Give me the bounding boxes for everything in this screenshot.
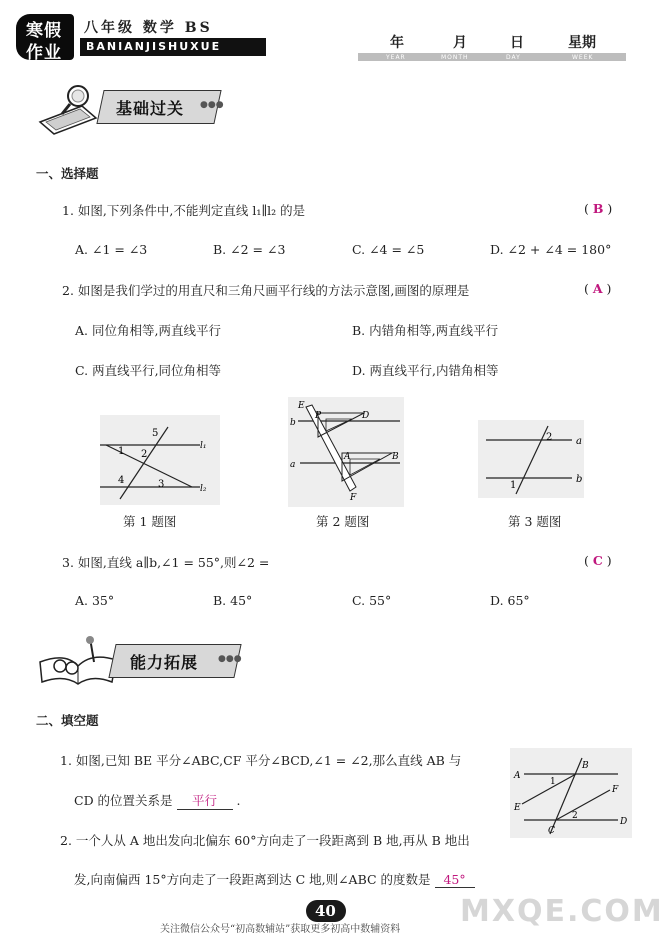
fill-q1-prefix: CD 的位置关系是: [74, 793, 173, 808]
people-icon: ●●●: [200, 100, 224, 110]
fig2-label-f: F: [350, 493, 357, 503]
fig1-label-2: 2: [141, 449, 148, 460]
figure-1: [100, 415, 220, 505]
date-year-label: 年: [390, 35, 404, 51]
fill-fig-label-2: 2: [572, 811, 578, 821]
fill-q2-answer: 45°: [435, 872, 475, 888]
q2-option-a: A. 同位角相等,两直线平行: [75, 323, 221, 338]
subject-title: 八年级 数学 BS: [84, 20, 213, 36]
q2-option-c: C. 两直线平行,同位角相等: [75, 363, 222, 378]
fig2-label-e: E: [298, 401, 305, 411]
q1-answer: B: [592, 201, 604, 216]
figure-2: [288, 397, 404, 507]
fig1-label-3: 3: [158, 479, 165, 490]
q3-option-a: A. 35°: [75, 593, 115, 608]
fill-q1-line2: [74, 791, 241, 810]
fill-fig-label-f: F: [612, 785, 619, 795]
fill-fig-label-c: C: [548, 826, 555, 836]
fill-q1-answer: 平行: [177, 791, 233, 810]
watermark: MXQE.COM: [460, 894, 664, 929]
section1-heading: 一、选择题: [36, 166, 99, 181]
section1-banner-title: 基础过关: [116, 99, 185, 118]
fig2-label-d: D: [362, 411, 370, 421]
fig1-label-4: 4: [118, 475, 125, 486]
fill-fig-label-1: 1: [550, 777, 556, 787]
tablet-magnifier-icon: [38, 82, 108, 136]
date-day-label: 日: [510, 35, 524, 51]
fig3-label-1: 1: [510, 480, 517, 491]
footer-notice: 关注微信公众号“初高数辅站”获取更多初高中数辅资料: [160, 924, 401, 935]
fig1-label-5: 5: [152, 428, 159, 439]
q1-option-d: D. ∠2 + ∠4 = 180°: [490, 242, 612, 257]
fill-q2-prefix: 发,向南偏西 15°方向走了一段距离到达 C 地,则∠ABC 的度数是: [74, 872, 431, 887]
people-icon: ●●●: [218, 654, 242, 664]
fill-q1-line1: 1. 如图,已知 BE 平分∠ABC,CF 平分∠BCD,∠1 = ∠2,那么直线 AB 与: [60, 753, 462, 768]
q3-option-c: C. 55°: [352, 593, 392, 608]
pinyin-text: BANIANJISHUXUE: [86, 40, 222, 53]
badge-line1: 寒假: [26, 21, 62, 41]
q3-answer-paren: ( C ): [584, 553, 612, 568]
header: [0, 0, 640, 64]
fill-q1-figure: [510, 748, 632, 838]
basics-illustration: [38, 82, 108, 136]
q1-option-c: C. ∠4 = ∠5: [352, 242, 425, 257]
q3-option-d: D. 65°: [490, 593, 530, 608]
q3-option-b: B. 45°: [213, 593, 253, 608]
figure-3: [478, 420, 584, 498]
q2-answer-paren: ( A ): [584, 281, 612, 296]
figure-1-caption: 第 1 题图: [123, 514, 177, 529]
q2-option-d: D. 两直线平行,内错角相等: [352, 363, 499, 378]
q1-stem: 1. 如图,下列条件中,不能判定直线 l₁∥l₂ 的是: [62, 203, 306, 218]
q1-option-a: A. ∠1 = ∠3: [75, 242, 148, 257]
date-year-sublabel: YEAR: [386, 54, 406, 61]
page-number: 40: [315, 902, 336, 920]
fig2-label-a-point: A: [344, 452, 351, 462]
q2-option-b: B. 内错角相等,两直线平行: [352, 323, 499, 338]
date-week-sublabel: WEEK: [572, 54, 594, 61]
fill-fig-label-d: D: [620, 817, 628, 827]
date-month-label: 月: [453, 35, 467, 51]
q3-answer: C: [592, 553, 603, 568]
fig1-label-1: 1: [118, 446, 125, 457]
q2-answer: A: [592, 281, 603, 296]
q1-option-b: B. ∠2 = ∠3: [213, 242, 286, 257]
fill-fig-label-b: B: [582, 761, 589, 771]
fill-fig-label-a: A: [514, 771, 521, 781]
q3-stem: 3. 如图,直线 a∥b,∠1 = 55°,则∠2 =: [62, 555, 270, 570]
fig1-label-l1: l₁: [200, 441, 207, 451]
section2-banner-title: 能力拓展: [130, 653, 199, 672]
figure-2-caption: 第 2 题图: [316, 514, 370, 529]
date-day-sublabel: DAY: [506, 54, 521, 61]
fig3-label-b: b: [576, 474, 583, 485]
fill-fig-label-e: E: [514, 803, 521, 813]
open-book-glasses-icon: [36, 632, 118, 688]
fig3-label-2: 2: [546, 432, 553, 443]
badge-line2: 作业: [26, 43, 62, 63]
q1-answer-paren: ( B ): [584, 201, 613, 216]
section2-heading: 二、填空题: [36, 713, 99, 728]
fig3-label-a: a: [576, 436, 582, 447]
q2-stem: 2. 如图是我们学过的用直尺和三角尺画平行线的方法示意图,画图的原理是: [62, 283, 470, 298]
fill-q2-line1: 2. 一个人从 A 地出发向北偏东 60°方向走了一段距离到 B 地,再从 B 地出: [60, 833, 470, 848]
fig1-label-l2: l₂: [200, 484, 207, 494]
date-week-label: 星期: [568, 35, 596, 51]
fig2-label-b: b: [290, 418, 296, 428]
date-month-sublabel: MONTH: [441, 54, 469, 61]
fig2-label-p: P: [315, 411, 322, 421]
fill-q1-suffix: .: [236, 793, 241, 808]
extension-illustration: [36, 632, 118, 688]
fill-q2-line2: [74, 870, 475, 888]
fig2-label-b-point: B: [392, 452, 399, 462]
figure-3-caption: 第 3 题图: [508, 514, 562, 529]
fig2-label-a: a: [290, 460, 296, 470]
